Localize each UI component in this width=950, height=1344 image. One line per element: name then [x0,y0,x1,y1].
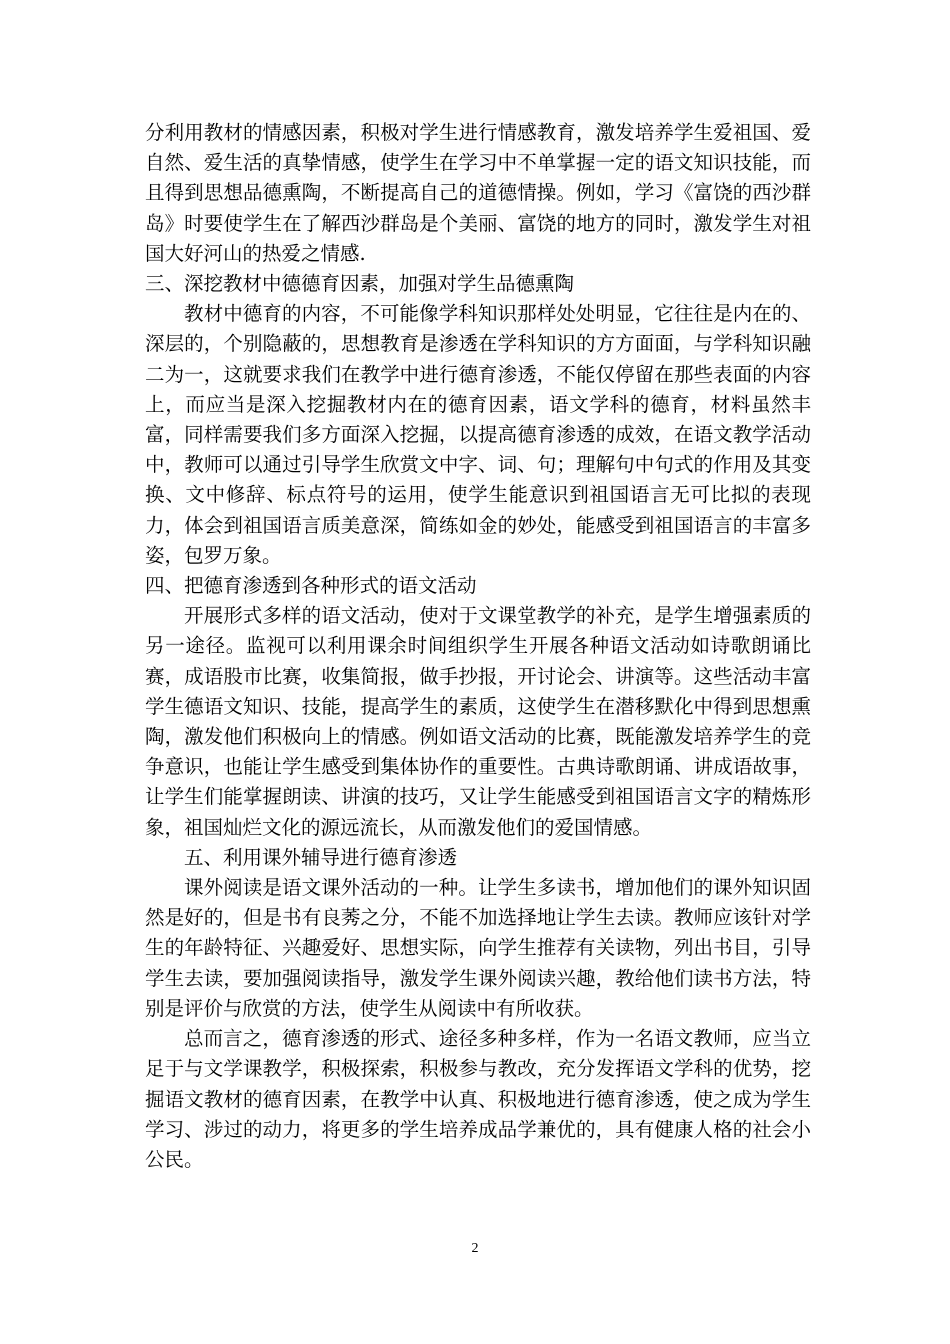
paragraph-continuation: 分利用教材的情感因素，积极对学生进行情感教育，激发培养学生爱祖国、爱自然、爱生活的真挚情感，使学生在学习中不单掌握一定的语文知识技能，而且得到思想品德熏陶，不断提高自己的道德情操。例如，学习《富饶的西沙群岛》时要使学生在了解西沙群岛是个美丽、富饶的地方的同时，激发学生对祖国大好河山的热爱之情感. [145,121,811,265]
paragraph-section-3: 教材中德育的内容，不可能像学科知识那样处处明显，它往往是内在的、深层的，个别隐蔽的，思想教育是渗透在学科知识的方方面面，与学科知识融二为一，这就要求我们在教学中进行德育渗透，不能仅停留在那些表面的内容上，而应当是深入挖掘教材内在的德育因素，语文学科的德育，材料虽然丰富，同样需要我们多方面深入挖掘，以提高德育渗透的成效，在语文教学活动中，教师可以通过引导学生欣赏文中字、词、句；理解句中句式的作用及其变换、文中修辞、标点符号的运用，使学生能意识到祖国语言无可比拟的表现力，体会到祖国语言质美意深，简练如金的妙处，能感受到祖国语言的丰富多姿，包罗万象。 [145,302,811,567]
paragraph-section-4: 开展形式多样的语文活动，使对于文课堂教学的补充，是学生增强素质的另一途径。监视可以利用课余时间组织学生开展各种语文活动如诗歌朗诵比赛，成语股市比赛，收集简报，做手抄报，开讨论会、讲演等。这些活动丰富学生德语文知识、技能，提高学生的素质，这使学生在潜移默化中得到思想熏陶，激发他们积极向上的情感。例如语文活动的比赛，既能激发培养学生的竞争意识，也能让学生感受到集体协作的重要性。古典诗歌朗诵、讲成语故事，让学生们能掌握朗读、讲演的技巧，又让学生能感受到祖国语言文字的精炼形象，祖国灿烂文化的源远流长，从而激发他们的爱国情感。 [145,604,811,839]
paragraph-conclusion: 总而言之，德育渗透的形式、途径多种多样，作为一名语文教师，应当立足于与文学课教学，积极探索，积极参与教改，充分发挥语文学科的优势，挖掘语文教材的德育因素，在教学中认真、积极地进行德育渗透，使之成为学生学习、涉过的动力，将更多的学生培养成品学兼优的，具有健康人格的社会小公民。 [145,1027,811,1171]
section-heading-4: 四、把德育渗透到各种形式的语文活动 [145,574,477,598]
document-body [145,118,811,1175]
paragraph-section-5: 课外阅读是语文课外活动的一种。让学生多读书，增加他们的课外知识固然是好的，但是书有良莠之分，不能不加选择地让学生去读。教师应该针对学生的年龄特征、兴趣爱好、思想实际，向学生推荐有关读物，列出书目，引导学生去读，要加强阅读指导，激发学生课外阅读兴趣，教给他们读书方法，特别是评价与欣赏的方法，使学生从阅读中有所收获。 [145,876,811,1020]
page-number: 2 [471,1241,479,1256]
section-heading-5: 五、利用课外辅导进行德育渗透 [184,845,458,869]
section-heading-3: 三、深挖教材中德德育因素，加强对学生品德熏陶 [145,272,575,296]
